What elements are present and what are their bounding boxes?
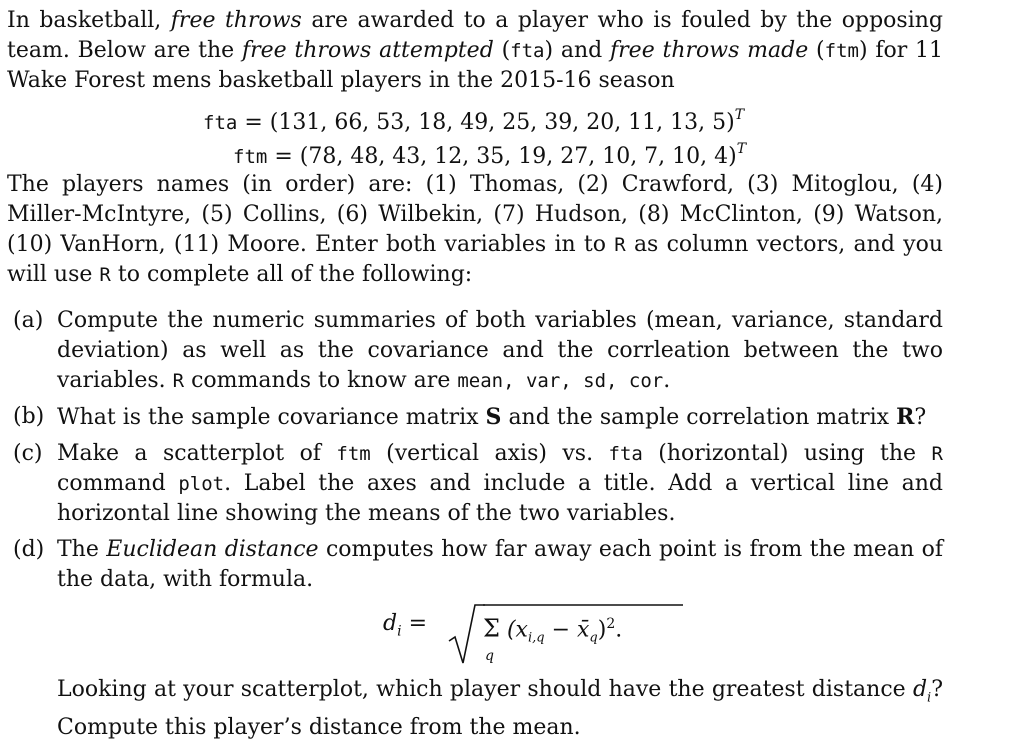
sum-index: q	[485, 648, 494, 664]
code-ftm: ftm	[336, 443, 371, 465]
emphasis-fta: free throws attempted	[241, 38, 494, 63]
text: Make a scatterplot of	[57, 441, 321, 466]
text: . Label the axes and include a title. Add a vertical line and horizontal line showing the means of the two variables.	[57, 471, 943, 526]
text: command	[57, 471, 166, 496]
text: The	[57, 537, 99, 562]
sqrt-overline	[483, 603, 683, 607]
matrix-s: S	[485, 404, 502, 430]
eq-ftm-values: = (78, 48, 43, 12, 35, 19, 27, 10, 7, 10, 4)	[274, 144, 737, 169]
text: ) for 11 Wake Forest mens basketball players in the 2015-16 season	[7, 38, 943, 93]
code-commands: mean, var, sd, cor	[457, 370, 664, 392]
text: The players names (in order) are: (1) Thomas, (2) Crawford, (3) Mitoglou, (4) Miller-McIntyre, (5) Collins, (6) Wilbekin, (7) Hudson, (8) McClinton, (9) Watson, (10) VanHorn, (11) Moore. Enter both variables in to	[7, 172, 943, 257]
question-a	[7, 306, 943, 396]
distance-formula	[57, 601, 943, 667]
question-b	[7, 402, 943, 433]
intro-paragraph	[7, 6, 943, 96]
code-r: R	[172, 370, 185, 392]
item-label: (a)	[13, 308, 44, 333]
text: and the sample correlation matrix	[508, 405, 890, 430]
document	[7, 6, 943, 749]
text: (	[816, 38, 825, 63]
sqrt-sign-icon	[445, 601, 485, 667]
text: Looking at your scatterplot, which player should have the greatest distance	[57, 677, 906, 702]
emphasis-free-throws: free throws	[170, 8, 302, 33]
text: to complete all of the following:	[117, 262, 473, 287]
code-r: R	[614, 234, 626, 256]
matrix-r: R	[896, 404, 915, 430]
text: (	[501, 38, 511, 63]
text: ? Compute this player’s distance from the mean.	[57, 677, 943, 741]
eq-fta-name: fta	[203, 112, 238, 134]
emphasis-ftm: free throws made	[610, 38, 809, 63]
formula-lhs: $d_i$ =	[383, 611, 428, 640]
transpose-mark: T	[736, 141, 747, 157]
code-ftm: ftm	[824, 40, 859, 62]
text: are awarded to a player who is fouled by the opposing team. Below are the	[7, 8, 943, 63]
eq-ftm-name: ftm	[233, 146, 268, 168]
text: as column vectors, and you will use	[7, 232, 943, 287]
var-d: d	[912, 677, 928, 702]
code-fta: fta	[608, 443, 643, 465]
question-list	[7, 306, 943, 743]
formula-radicand: Σ ($x_{i,q}$ − $x̄_q)^2$.	[483, 614, 623, 646]
question-d: (d) The Euclidean distance computes how far away each point is from the mean of the data, with formula. $d_i$ = Σ ($x_{i,q}$ − $x̄_q)^2$. q Looking at your scatterplot, which player should have the greatest distance $d_i$? Compute this player’s distance from the mean.	[13, 537, 943, 741]
eq-fta-values: = (131, 66, 53, 18, 49, 25, 39, 20, 11, 13, 5)	[244, 110, 735, 135]
emphasis-euclidean: Euclidean distance	[106, 537, 319, 562]
text: In basketball,	[7, 8, 162, 33]
text: ?	[914, 405, 927, 430]
item-label: (c)	[13, 441, 43, 466]
text: What is the sample covariance matrix	[57, 405, 479, 430]
code-r: R	[99, 264, 111, 286]
item-label: (b)	[13, 404, 45, 429]
equation-fta	[7, 98, 943, 135]
equation-ftm	[7, 132, 943, 169]
transpose-mark: T	[734, 107, 745, 123]
text: (horizontal) using the	[658, 441, 917, 466]
code-plot: plot	[178, 473, 225, 495]
item-label: (d)	[13, 537, 45, 562]
players-paragraph	[7, 170, 943, 290]
question-c	[7, 439, 943, 529]
text: computes how far away each point is from the mean of the data, with formula.	[57, 537, 943, 592]
text: .	[663, 368, 671, 393]
text: commands to know are	[191, 368, 451, 393]
equations	[7, 98, 943, 169]
code-r: R	[931, 443, 943, 465]
text: Compute the numeric summaries of both variables (mean, variance, standard deviation) as well as the covariance and the corrleation between the two variables.	[57, 308, 943, 393]
text: (vertical axis) vs.	[386, 441, 594, 466]
code-fta: fta	[510, 40, 545, 62]
text: ) and	[544, 38, 603, 63]
